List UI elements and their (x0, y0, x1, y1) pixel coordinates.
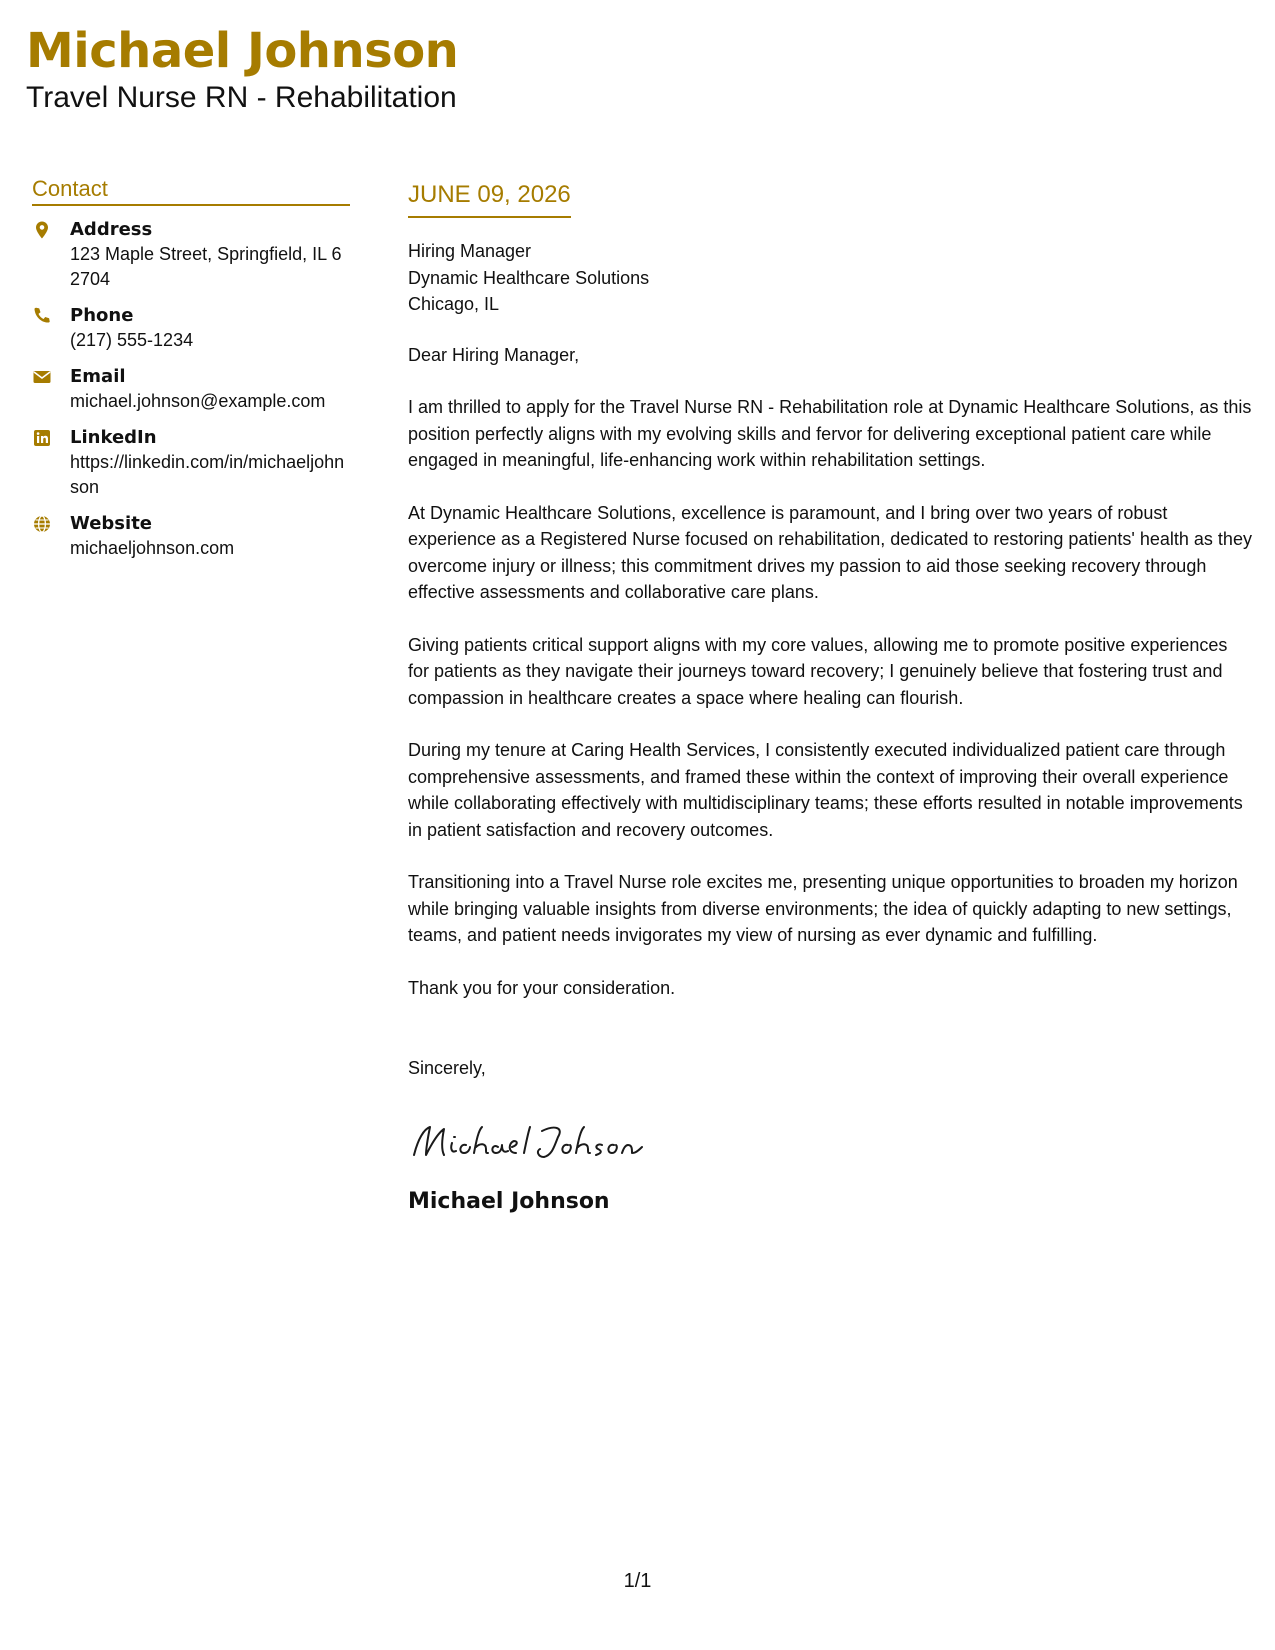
handwritten-signature (408, 1117, 668, 1167)
contact-label: Email (70, 366, 126, 387)
contact-label: Website (70, 513, 153, 534)
recipient-company: Dynamic Healthcare Solutions (408, 267, 650, 288)
recipient-name: Hiring Manager (408, 241, 532, 261)
globe-icon (32, 512, 70, 561)
letter-date: JUNE 09, 2026 (408, 178, 571, 218)
location-pin-icon (32, 218, 70, 292)
contact-sidebar (32, 176, 350, 573)
letter-body (408, 178, 1253, 1214)
signer-name: Michael Johnson (408, 1189, 610, 1214)
contact-item-email (32, 365, 350, 414)
address-value: 123 Maple Street, Springfield, IL 62704 (70, 244, 342, 289)
email-value[interactable]: michael.johnson@example.com (70, 391, 326, 411)
body-paragraph: I am thrilled to apply for the Travel Nurse RN - Rehabilitation role at Dynamic Healthcare Solutions, as this position perfectly aligns with my evolving skills and fervor for delivering exceptional patient care while engaged in meaningful, life-enhancing work within rehabilitation settings. (408, 397, 1252, 470)
salutation: Dear Hiring Manager, (408, 344, 580, 365)
recipient-block (408, 238, 1253, 318)
website-value[interactable]: michaeljohnson.com (70, 538, 235, 558)
contact-label: Phone (70, 305, 134, 326)
contact-list (32, 218, 350, 561)
body-paragraph: Thank you for your consideration. (408, 977, 676, 998)
contact-item-address (32, 218, 350, 292)
letter-header (26, 22, 458, 116)
contact-label: LinkedIn (70, 427, 157, 448)
envelope-icon (32, 365, 70, 414)
phone-icon (32, 304, 70, 353)
body-paragraph: Giving patients critical support aligns with my core values, allowing me to promote positive experiences for patients as they navigate their journeys toward recovery; I genuinely believe that fostering trust and compassion in healthcare creates a space where healing can flourish. (408, 634, 1228, 708)
body-paragraph: At Dynamic Healthcare Solutions, excellence is paramount, and I bring over two years of robust experience as a Registered Nurse focused on rehabilitation, dedicated to restoring patients' health as they overcome injury or illness; this commitment drives my passion to aid those seeking recovery through effective assessments and collaborative care plans. (408, 502, 1252, 602)
applicant-name: Michael Johnson (26, 23, 459, 79)
job-title: Travel Nurse RN - Rehabilitation (26, 81, 457, 114)
contact-item-phone (32, 304, 350, 353)
contact-label: Address (70, 219, 153, 240)
contact-item-website (32, 512, 350, 561)
contact-item-linkedin (32, 426, 350, 500)
body-paragraph: During my tenure at Caring Health Services, I consistently executed individualized patient care through comprehensive assessments, and framed these within the context of improving their overall experience while collaborating effectively with multidisciplinary teams; these efforts resulted in notable improvements in patient satisfaction and recovery outcomes. (408, 740, 1243, 840)
body-paragraph: Transitioning into a Travel Nurse role excites me, presenting unique opportunities to broaden my horizon while bringing valuable insights from diverse environments; the idea of quickly adapting to new settings, teams, and patient needs invigorates my view of nursing as ever dynamic and fulfilling. (408, 872, 1238, 945)
recipient-location: Chicago, IL (408, 294, 500, 314)
phone-value: (217) 555-1234 (70, 330, 194, 350)
linkedin-icon (32, 426, 70, 500)
closing: Sincerely, (408, 1058, 486, 1078)
page-number: 1/1 (623, 1570, 652, 1592)
contact-heading: Contact (32, 176, 350, 206)
linkedin-value[interactable]: https://linkedin.com/in/michaeljohnson (70, 452, 345, 497)
